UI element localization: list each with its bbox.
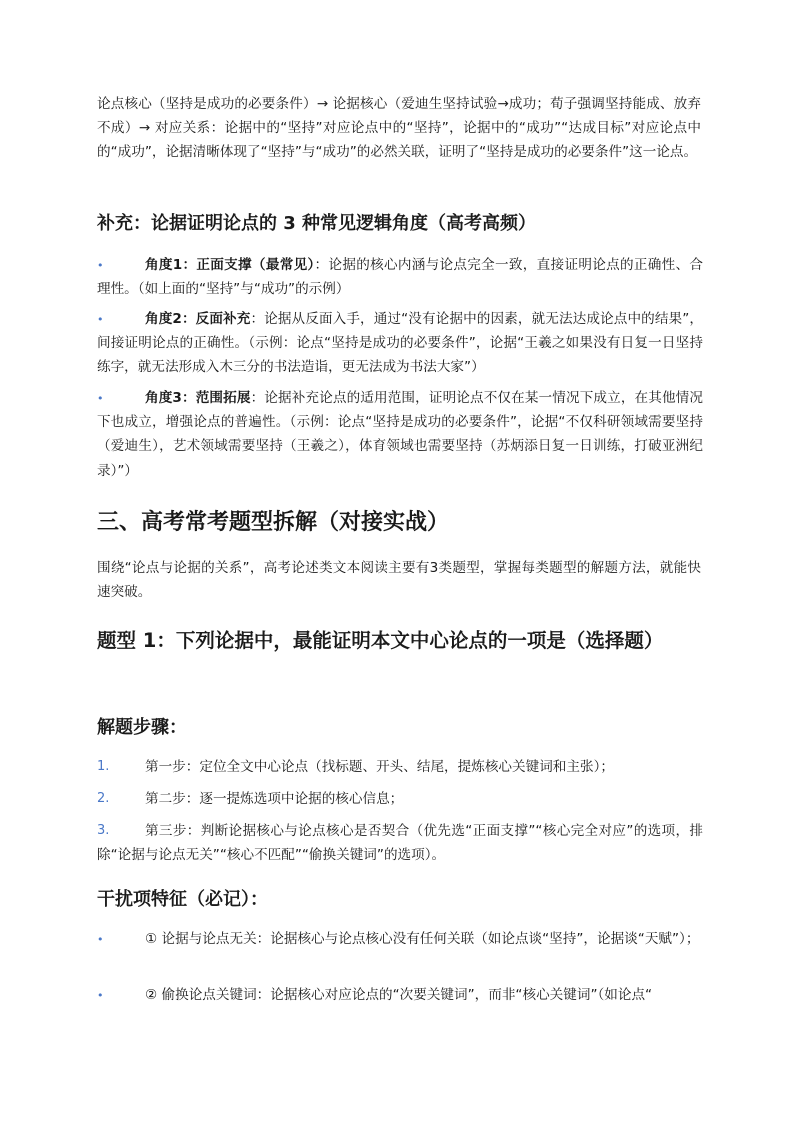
item-body: ：论据的核心内涵与论点完全一致，直接证明论点的正确性、合理性。（如上面的“坚持”与“成功”的示例） (97, 257, 703, 298)
distractor-text: ① 论据与论点无关：论据核心与论点核心没有任何关联（如论点谈“坚持”，论据谈“天赋”）； (145, 931, 700, 947)
item-body: ：论据从反面入手，通过“没有论据中的因素，就无法达成论点中的结果”，间接证明论点的正确性。（示例：论点“坚持是成功的必要条件”，论据“王羲之如果没有日复一日坚持练字，就无法形成入木三分的书法造诣，更无法成为书法大家”） (97, 311, 703, 376)
bullet-icon: • (97, 989, 104, 1002)
bullet-icon: • (97, 392, 104, 405)
item-label: 角度3：范围拓展 (145, 390, 251, 406)
step-number: 2. (97, 791, 110, 806)
bullet-icon: • (97, 313, 104, 326)
step-1 (97, 755, 703, 779)
steps-heading: 解题步骤： (97, 717, 187, 738)
section-3-heading: 三、高考常考题型拆解（对接实战） (97, 510, 450, 535)
item-label: 角度2：反面补充 (145, 311, 251, 327)
step-3 (97, 819, 703, 867)
supplement-item-3 (97, 386, 703, 483)
item-body: ：论据补充论点的适用范围，证明论点不仅在某一情况下成立，在其他情况下也成立，增强论点的普遍性。（示例：论点“坚持是成功的必要条件”，论据“不仅科研领域需要坚持（爱迪生），艺术领域需要坚持（王羲之），体育领域也需要坚持（苏炳添日复一日训练，打破亚洲纪录）”） (97, 390, 703, 479)
step-number: 3. (97, 823, 110, 838)
bullet-icon: • (97, 259, 104, 272)
step-text: 第一步：定位全文中心论点（找标题、开头、结尾，提炼核心关键词和主张）； (145, 759, 614, 775)
supplement-item-2 (97, 307, 703, 380)
bullet-icon: • (97, 933, 104, 946)
distractor-item-1 (97, 927, 703, 951)
section-3-intro: 围绕“论点与论据的关系”，高考论述类文本阅读主要有3类题型，掌握每类题型的解题方法，就能快速突破。 (97, 560, 701, 601)
distractor-text: ② 偷换论点关键词：论据核心对应论点的“次要关键词”，而非“核心关键词”（如论点“ (145, 987, 653, 1003)
step-2 (97, 787, 703, 811)
distractor-heading: 干扰项特征（必记）： (97, 889, 268, 910)
supplement-item-1 (97, 253, 703, 301)
step-number: 1. (97, 759, 110, 774)
step-text: 第二步：逐一提炼选项中论据的核心信息； (145, 791, 404, 807)
distractor-item-2 (97, 983, 703, 1007)
item-label: 角度1：正面支撑（最常见） (145, 257, 315, 273)
type-1-heading: 题型 1：下列论据中，最能证明本文中心论点的一项是（选择题） (97, 629, 664, 652)
intro-paragraph: 论点核心（坚持是成功的必要条件）→ 论据核心（爱迪生坚持试验→成功；荀子强调坚持能成、放弃不成）→ 对应关系：论据中的“坚持”对应论点中的“坚持”，论据中的“成功”“达成目标”对应论点中的“成功”，论据清晰体现了“坚持”与“成功”的必然关联，证明了“坚持是成功的必要条件”这一论点。 (97, 96, 701, 161)
supplement-heading: 补充：论据证明论点的 3 种常见逻辑角度（高考高频） (97, 213, 537, 234)
step-text: 第三步：判断论据核心与论点核心是否契合（优先选“正面支撑”“核心完全对应”的选项，排除“论据与论点无关”“核心不匹配”“偷换关键词”的选项）。 (97, 823, 703, 864)
